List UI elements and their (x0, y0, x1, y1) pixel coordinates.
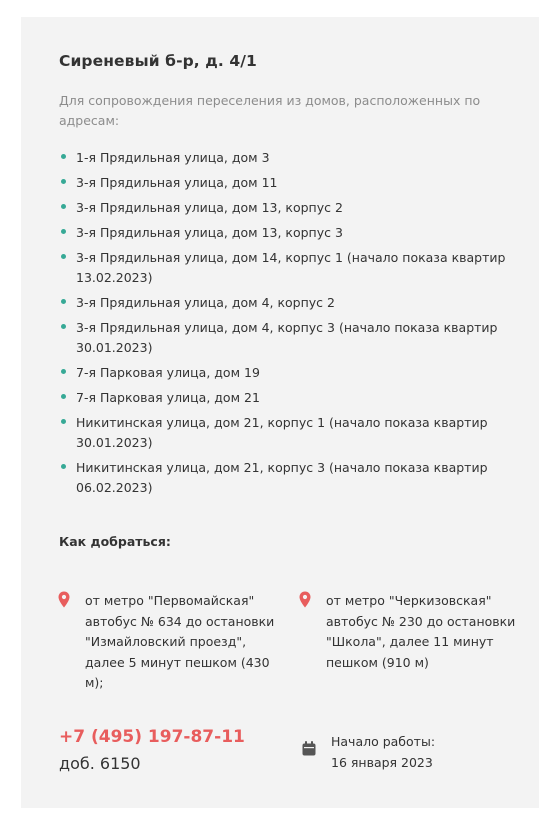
bullet-dot-icon (61, 369, 66, 374)
bullet-dot-icon (61, 394, 66, 399)
address-text: 3-я Прядильная улица, дом 4, корпус 3 (начало показа квартир 30.01.2023) (76, 320, 498, 355)
address-item (59, 318, 524, 358)
address-item (59, 223, 524, 243)
bullet-dot-icon (61, 154, 66, 159)
route-text: от метро "Черкизовская" автобус № 230 до остановки "Школа", далее 11 минут пешком (910 м) (326, 593, 516, 670)
address-text: 7-я Парковая улица, дом 19 (76, 365, 260, 380)
start-date: 16 января 2023 (331, 755, 433, 770)
address-item (59, 458, 524, 498)
address-text: 3-я Прядильная улица, дом 13, корпус 2 (76, 200, 343, 215)
bullet-dot-icon (61, 324, 66, 329)
start-date-block (331, 731, 435, 773)
how-to-get-heading: Как добраться: (59, 534, 171, 549)
address-item (59, 293, 524, 313)
bullet-dot-icon (61, 299, 66, 304)
route-text: от метро "Первомайская" автобус № 634 до остановки "Измайловский проезд", далее 5 минут пешком (430 м); (85, 593, 275, 690)
address-text: 3-я Прядильная улица, дом 4, корпус 2 (76, 295, 335, 310)
start-label: Начало работы: (331, 734, 436, 749)
bullet-dot-icon (61, 464, 66, 469)
address-item (59, 248, 524, 288)
address-item (59, 388, 524, 408)
address-item (59, 148, 524, 168)
address-item (59, 173, 524, 193)
address-list (59, 148, 524, 503)
address-text: 3-я Прядильная улица, дом 13, корпус 3 (76, 225, 343, 240)
map-pin-icon (58, 591, 70, 608)
address-item (59, 198, 524, 218)
address-text: 3-я Прядильная улица, дом 11 (76, 175, 278, 190)
address-text: Никитинская улица, дом 21, корпус 1 (начало показа квартир 30.01.2023) (76, 415, 488, 450)
bullet-dot-icon (61, 229, 66, 234)
bullet-dot-icon (61, 204, 66, 209)
phone-link[interactable]: +7 (495) 197-87-11 (59, 727, 245, 747)
address-item (59, 413, 524, 453)
map-pin-icon (299, 591, 311, 608)
address-text: 7-я Парковая улица, дом 21 (76, 390, 260, 405)
address-text: 1-я Прядильная улица, дом 3 (76, 150, 270, 165)
bullet-dot-icon (61, 419, 66, 424)
address-text: 3-я Прядильная улица, дом 14, корпус 1 (начало показа квартир 13.02.2023) (76, 250, 506, 285)
address-text: Никитинская улица, дом 21, корпус 3 (начало показа квартир 06.02.2023) (76, 460, 488, 495)
address-item (59, 363, 524, 383)
calendar-icon (302, 741, 316, 756)
bullet-dot-icon (61, 254, 66, 259)
building-card (21, 17, 539, 808)
intro-text: Для сопровождения переселения из домов, расположенных по адресам: (59, 93, 481, 128)
phone-extension: доб. 6150 (59, 754, 141, 773)
bullet-dot-icon (61, 179, 66, 184)
building-title: Сиреневый б-р, д. 4/1 (59, 52, 257, 70)
